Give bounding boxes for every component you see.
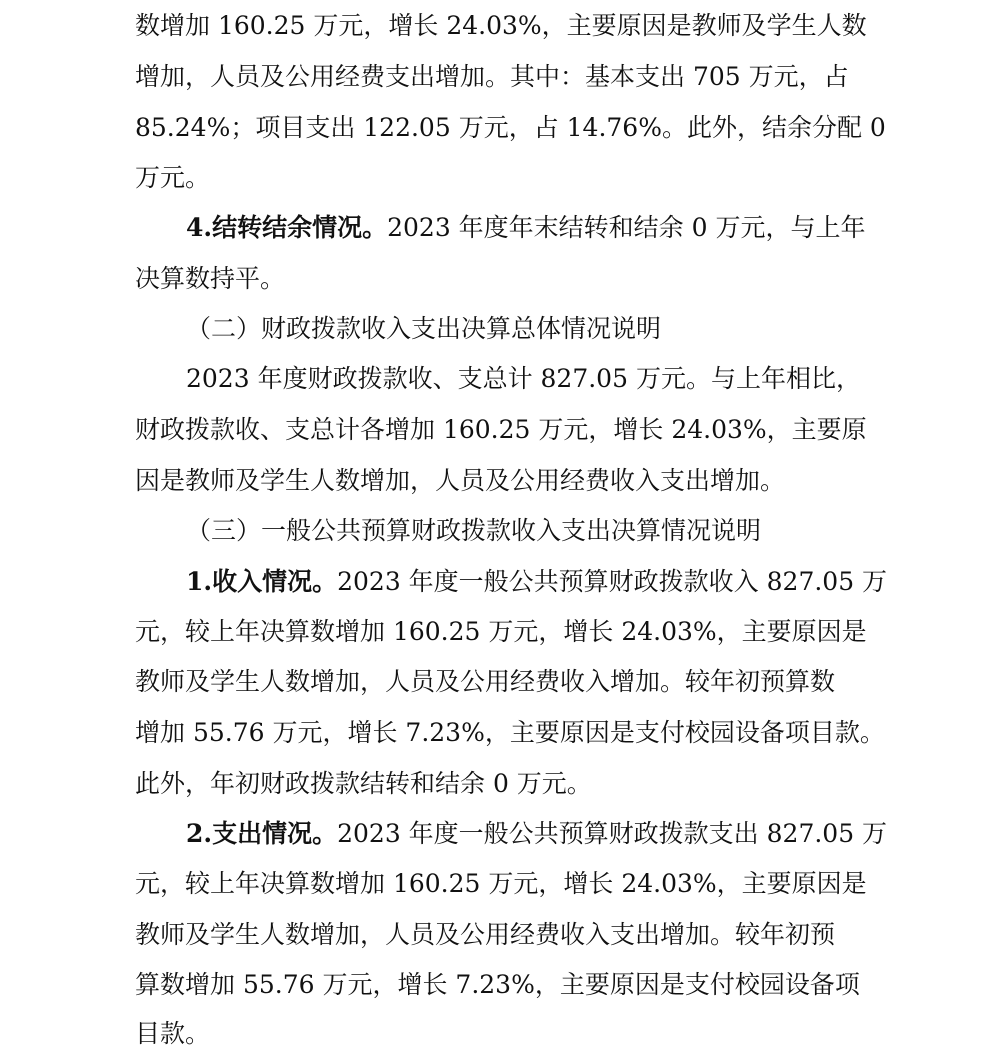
line-text: 元，较上年决算数增加 160.25 万元，增长 24.03%，主要原因是 [135, 617, 867, 646]
paragraph-line [135, 161, 210, 195]
paragraph-line [135, 464, 785, 498]
paragraph-line [135, 665, 835, 699]
line-text: 因是教师及学生人数增加，人员及公用经费收入支出增加。 [135, 466, 786, 495]
line-text: 数增加 160.25 万元，增长 24.03%，主要原因是教师及学生人数 [135, 11, 867, 40]
paragraph-line [135, 413, 867, 447]
line-text: 2023 年度一般公共预算财政拨款支出 827.05 万 [337, 819, 888, 848]
section-title [186, 514, 761, 548]
paragraph-line [135, 9, 867, 43]
line-text: 决算数持平。 [135, 264, 286, 293]
line-text: 2023 年度一般公共预算财政拨款收入 827.05 万 [337, 567, 888, 596]
line-text: 目款。 [135, 1019, 211, 1048]
line-text: 财政拨款收、支总计各增加 160.25 万元，增长 24.03%，主要原 [135, 415, 867, 444]
section-title [186, 312, 661, 346]
line-text: 算数增加 55.76 万元，增长 7.23%，主要原因是支付校园设备项 [135, 970, 860, 999]
line-text: 此外，年初财政拨款结转和结余 0 万元。 [135, 769, 592, 798]
line-text: 增加，人员及公用经费支出增加。其中：基本支出 705 万元，占 [135, 62, 849, 91]
paragraph-line [135, 262, 285, 296]
line-text: 增加 55.76 万元，增长 7.23%，主要原因是支付校园设备项目款。 [135, 718, 885, 747]
section-title-text: （二）财政拨款收入支出决算总体情况说明 [186, 314, 662, 343]
paragraph-line [186, 211, 865, 245]
paragraph-line [135, 767, 592, 801]
line-text: 2023 年度财政拨款收、支总计 827.05 万元。与上年相比， [186, 364, 861, 393]
section-title-text: （三）一般公共预算财政拨款收入支出决算情况说明 [186, 516, 762, 545]
paragraph-line [135, 111, 886, 145]
section-heading: 1.收入情况。 [186, 567, 338, 596]
paragraph-line [186, 565, 887, 599]
line-text: 教师及学生人数增加，人员及公用经费收入支出增加。较年初预 [135, 920, 836, 949]
line-text: 85.24%；项目支出 122.05 万元，占 14.76%。此外，结余分配 0 [135, 113, 886, 142]
paragraph-line [135, 716, 885, 750]
section-heading: 2.支出情况。 [186, 819, 338, 848]
paragraph-line [135, 615, 867, 649]
paragraph-line [186, 362, 861, 396]
paragraph-line [135, 918, 835, 952]
paragraph-line [186, 817, 887, 851]
paragraph-line [135, 867, 867, 901]
paragraph-line [135, 968, 860, 1002]
paragraph-line [135, 60, 849, 94]
paragraph-line [135, 1017, 210, 1051]
line-text: 万元。 [135, 163, 211, 192]
line-text: 元，较上年决算数增加 160.25 万元，增长 24.03%，主要原因是 [135, 869, 867, 898]
line-text: 教师及学生人数增加，人员及公用经费收入增加。较年初预算数 [135, 667, 836, 696]
section-heading: 4.结转结余情况。 [186, 213, 388, 242]
line-text: 2023 年度年末结转和结余 0 万元，与上年 [387, 213, 866, 242]
